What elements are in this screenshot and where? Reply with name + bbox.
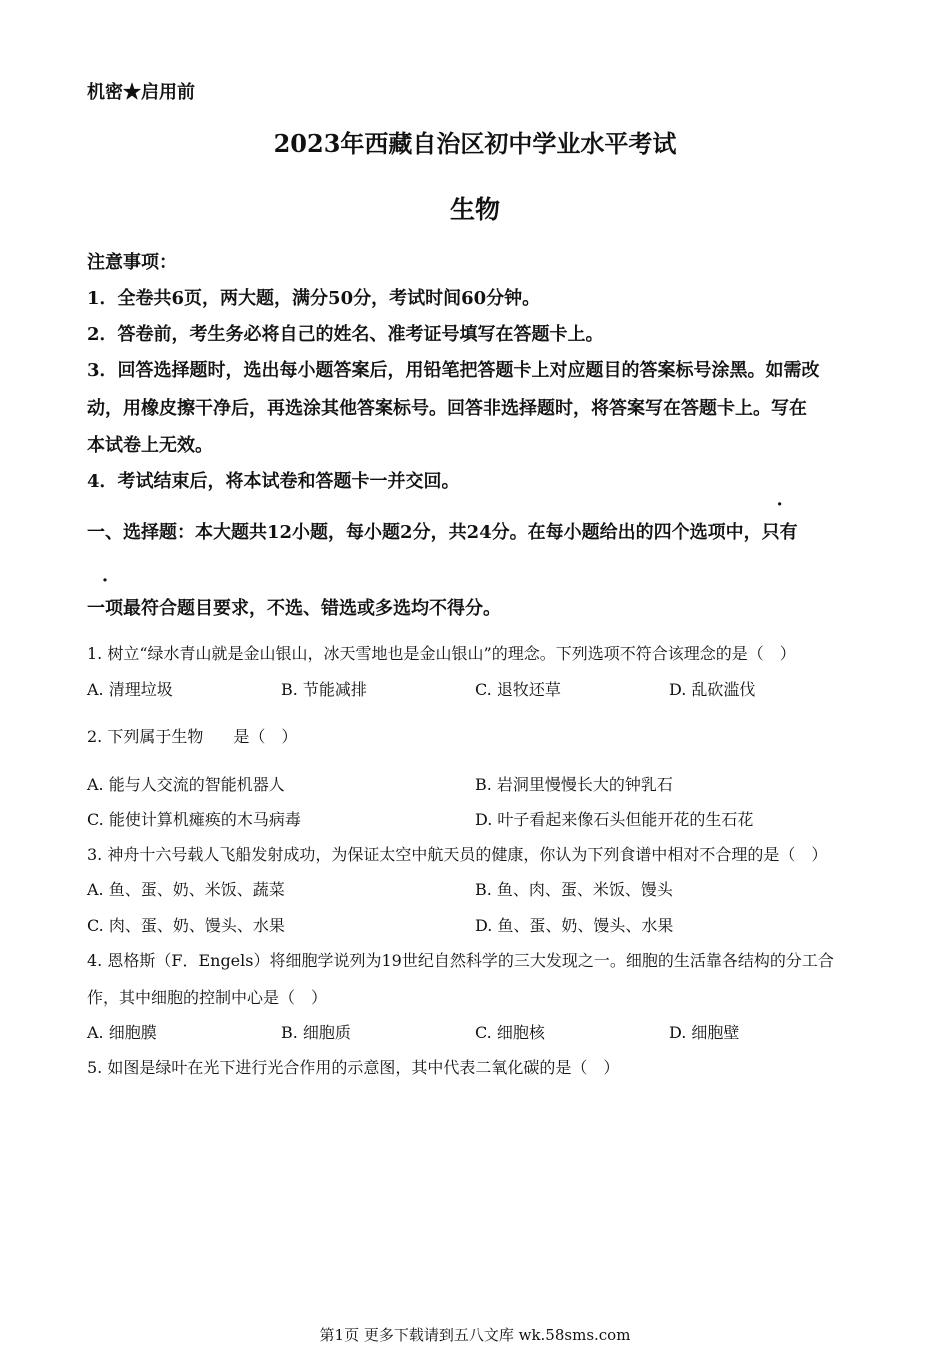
section-heading-line2 [87, 594, 501, 620]
note-item: 本试卷上无效。 [87, 435, 213, 456]
question-1-option-b: B. 节能减排 [281, 680, 367, 699]
section-heading-text: 一、选择题：本大题共12小题，每小题2分，共24分。在每小题给出的四个选项中， [87, 522, 762, 543]
notes-heading: 注意事项： [87, 252, 177, 273]
question-4-stem-line1: 4. 恩格斯（F．Engels）将细胞学说列为19世纪自然科学的三大发现之一。细胞的生活靠各结构的分工合 [87, 951, 834, 970]
question-3-option-a: A. 鱼、蛋、奶、米饭、蔬菜 [87, 880, 285, 899]
question-1-option-a: A. 清理垃圾 [87, 680, 173, 699]
question-2-option-c: C. 能使计算机瘫痪的木马病毒 [87, 810, 301, 829]
question-4-stem-line2: 作，其中细胞的控制中心是（ ） [87, 988, 328, 1007]
question-4-option-d: D. 细胞壁 [669, 1023, 740, 1042]
note-item: 动，用橡皮擦干净后，再选涂其他答案标号。回答非选择题时，将答案写在答题卡上。写在 [87, 398, 807, 419]
question-3-option-b: B. 鱼、肉、蛋、米饭、馒头 [475, 880, 673, 899]
page-footer: 第1页 更多下载请到五八文库 wk.58sms.com [319, 1326, 631, 1344]
question-2-option-b: B. 岩洞里慢慢长大的钟乳石 [475, 775, 673, 794]
note-item: 4．考试结束后，将本试卷和答题卡一并交回。 [87, 471, 460, 492]
question-2-option-d: D. 叶子看起来像石头但能开花的生石花 [475, 810, 754, 829]
question-2-stem [87, 724, 297, 747]
emphasis-text: 只有 [761, 522, 798, 543]
exam-subject: 生物 [449, 195, 500, 224]
note-item: 2．答卷前，考生务必将自己的姓名、准考证号填写在答题卡上。 [87, 324, 604, 345]
question-stem-text: 是（ ） [233, 727, 298, 746]
confidential-label: 机密★启用前 [87, 82, 195, 103]
note-item: 1．全卷共6页，两大题，满分50分，考试时间60分钟。 [87, 288, 541, 309]
question-3-option-d: D. 鱼、蛋、奶、馒头、水果 [475, 916, 674, 935]
exam-title: 2023年西藏自治区初中学业水平考试 [273, 129, 677, 158]
question-1-option-c: C. 退牧还草 [475, 680, 561, 699]
emphasis-text: 一项 [87, 598, 123, 619]
question-4-option-b: B. 细胞质 [281, 1023, 351, 1042]
section-heading-line1 [87, 518, 798, 544]
question-2-option-a: A. 能与人交流的智能机器人 [87, 775, 285, 794]
question-stem-text: 2. 下列属于生物 [87, 727, 204, 746]
question-3-option-c: C. 肉、蛋、奶、馒头、水果 [87, 916, 285, 935]
question-4-option-c: C. 细胞核 [475, 1023, 545, 1042]
question-1-stem: 1. 树立“绿水青山就是金山银山，冰天雪地也是金山银山”的理念。下列选项不符合该理念的是（ ） [87, 644, 796, 663]
question-4-option-a: A. 细胞膜 [87, 1023, 157, 1042]
question-1-option-d: D. 乱砍滥伐 [669, 680, 756, 699]
question-5-stem: 5. 如图是绿叶在光下进行光合作用的示意图，其中代表二氧化碳的是（ ） [87, 1058, 620, 1077]
question-3-stem: 3. 神舟十六号载人飞船发射成功，为保证太空中航天员的健康，你认为下列食谱中相对不合理的是（ ） [87, 845, 828, 864]
section-heading-text: 最符合题目要求，不选、错选或多选均不得分。 [123, 598, 501, 619]
note-item: 3．回答选择题时，选出每小题答案后，用铅笔把答题卡上对应题目的答案标号涂黑。如需改 [87, 360, 820, 381]
